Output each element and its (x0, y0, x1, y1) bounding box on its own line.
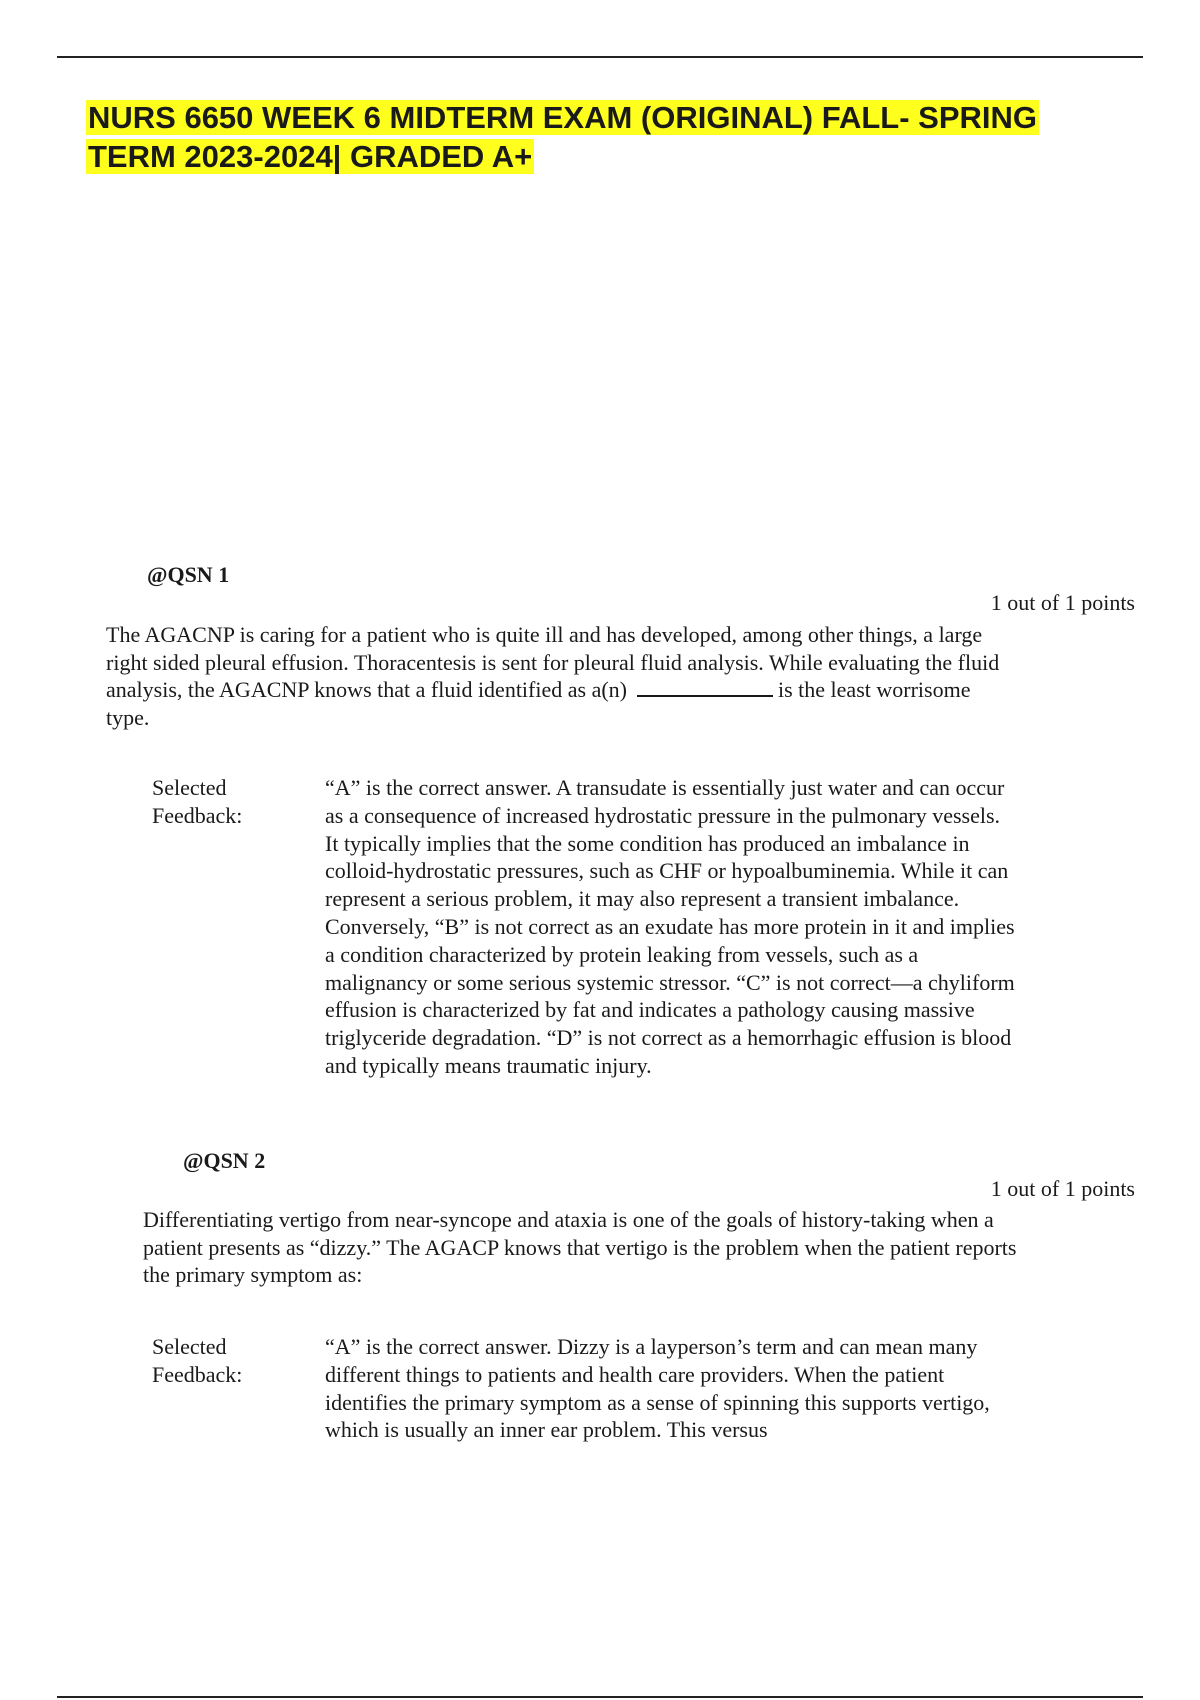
answer-blank (637, 695, 773, 697)
question-2-feedback-label (152, 1333, 292, 1388)
document-title (86, 98, 1146, 176)
title-line-2: TERM 2023-2024| GRADED A+ (88, 139, 533, 174)
question-2-feedback: “A” is the correct answer. Dizzy is a layperson’s term and can mean many different things to patients and health care providers. When the patient identifies the primary symptom as a sense of spinning this supports vertigo, which is usually an inner ear problem. This versus (325, 1334, 990, 1443)
bottom-rule (57, 1696, 1143, 1698)
question-1-points: 1 out of 1 points (990, 590, 1135, 615)
question-1-text (106, 621, 1006, 731)
feedback-label-line-1: Selected (152, 1334, 227, 1359)
top-rule (57, 56, 1143, 58)
question-1-label: @QSN 1 (147, 562, 230, 587)
feedback-label-line-1: Selected (152, 775, 227, 800)
question-2-text: Differentiating vertigo from near-syncope and ataxia is one of the goals of history-taking when a patient presents as “dizzy.” The AGACP knows that vertigo is the problem when the patient reports the primary symptom as: (143, 1207, 1017, 1287)
title-line-1: NURS 6650 WEEK 6 MIDTERM EXAM (ORIGINAL) FALL- SPRING (88, 100, 1038, 135)
question-1-prompt: The AGACNP is caring for a patient who is quite ill and has developed, among other things, a large right sided pleural effusion. Thoracentesis is sent for pleural fluid analysis. While evaluating the fluid analysis, the AGACNP knows that a fluid identified as a(n) (106, 622, 1000, 702)
question-1-feedback-label (152, 774, 292, 829)
feedback-label-line-2: Feedback: (152, 802, 243, 828)
question-2-points: 1 out of 1 points (990, 1176, 1135, 1201)
question-1-feedback: “A” is the correct answer. A transudate is essentially just water and can occur as a consequence of increased hydrostatic pressure in the pulmonary vessels. It typically implies that the some condition has produced an imbalance in colloid-hydrostatic pressures, such as CHF or hypoalbuminemia. While it can represent a serious problem, it may also represent a transient imbalance. Conversely, “B” is not correct as an exudate has more protein in it and implies a condition characterized by protein leaking from vessels, such as a malignancy or some serious systemic stressor. “C” is not correct—a chyliform effusion is characterized by fat and indicates a pathology causing massive triglyceride degradation. “D” is not correct as a hemorrhagic effusion is blood and typically means traumatic injury. (325, 775, 1015, 1078)
question-1-prompt-end: is the least worrisome type. (106, 677, 971, 730)
feedback-label-line-2: Feedback: (152, 1361, 243, 1387)
question-2-label: @QSN 2 (183, 1148, 266, 1173)
